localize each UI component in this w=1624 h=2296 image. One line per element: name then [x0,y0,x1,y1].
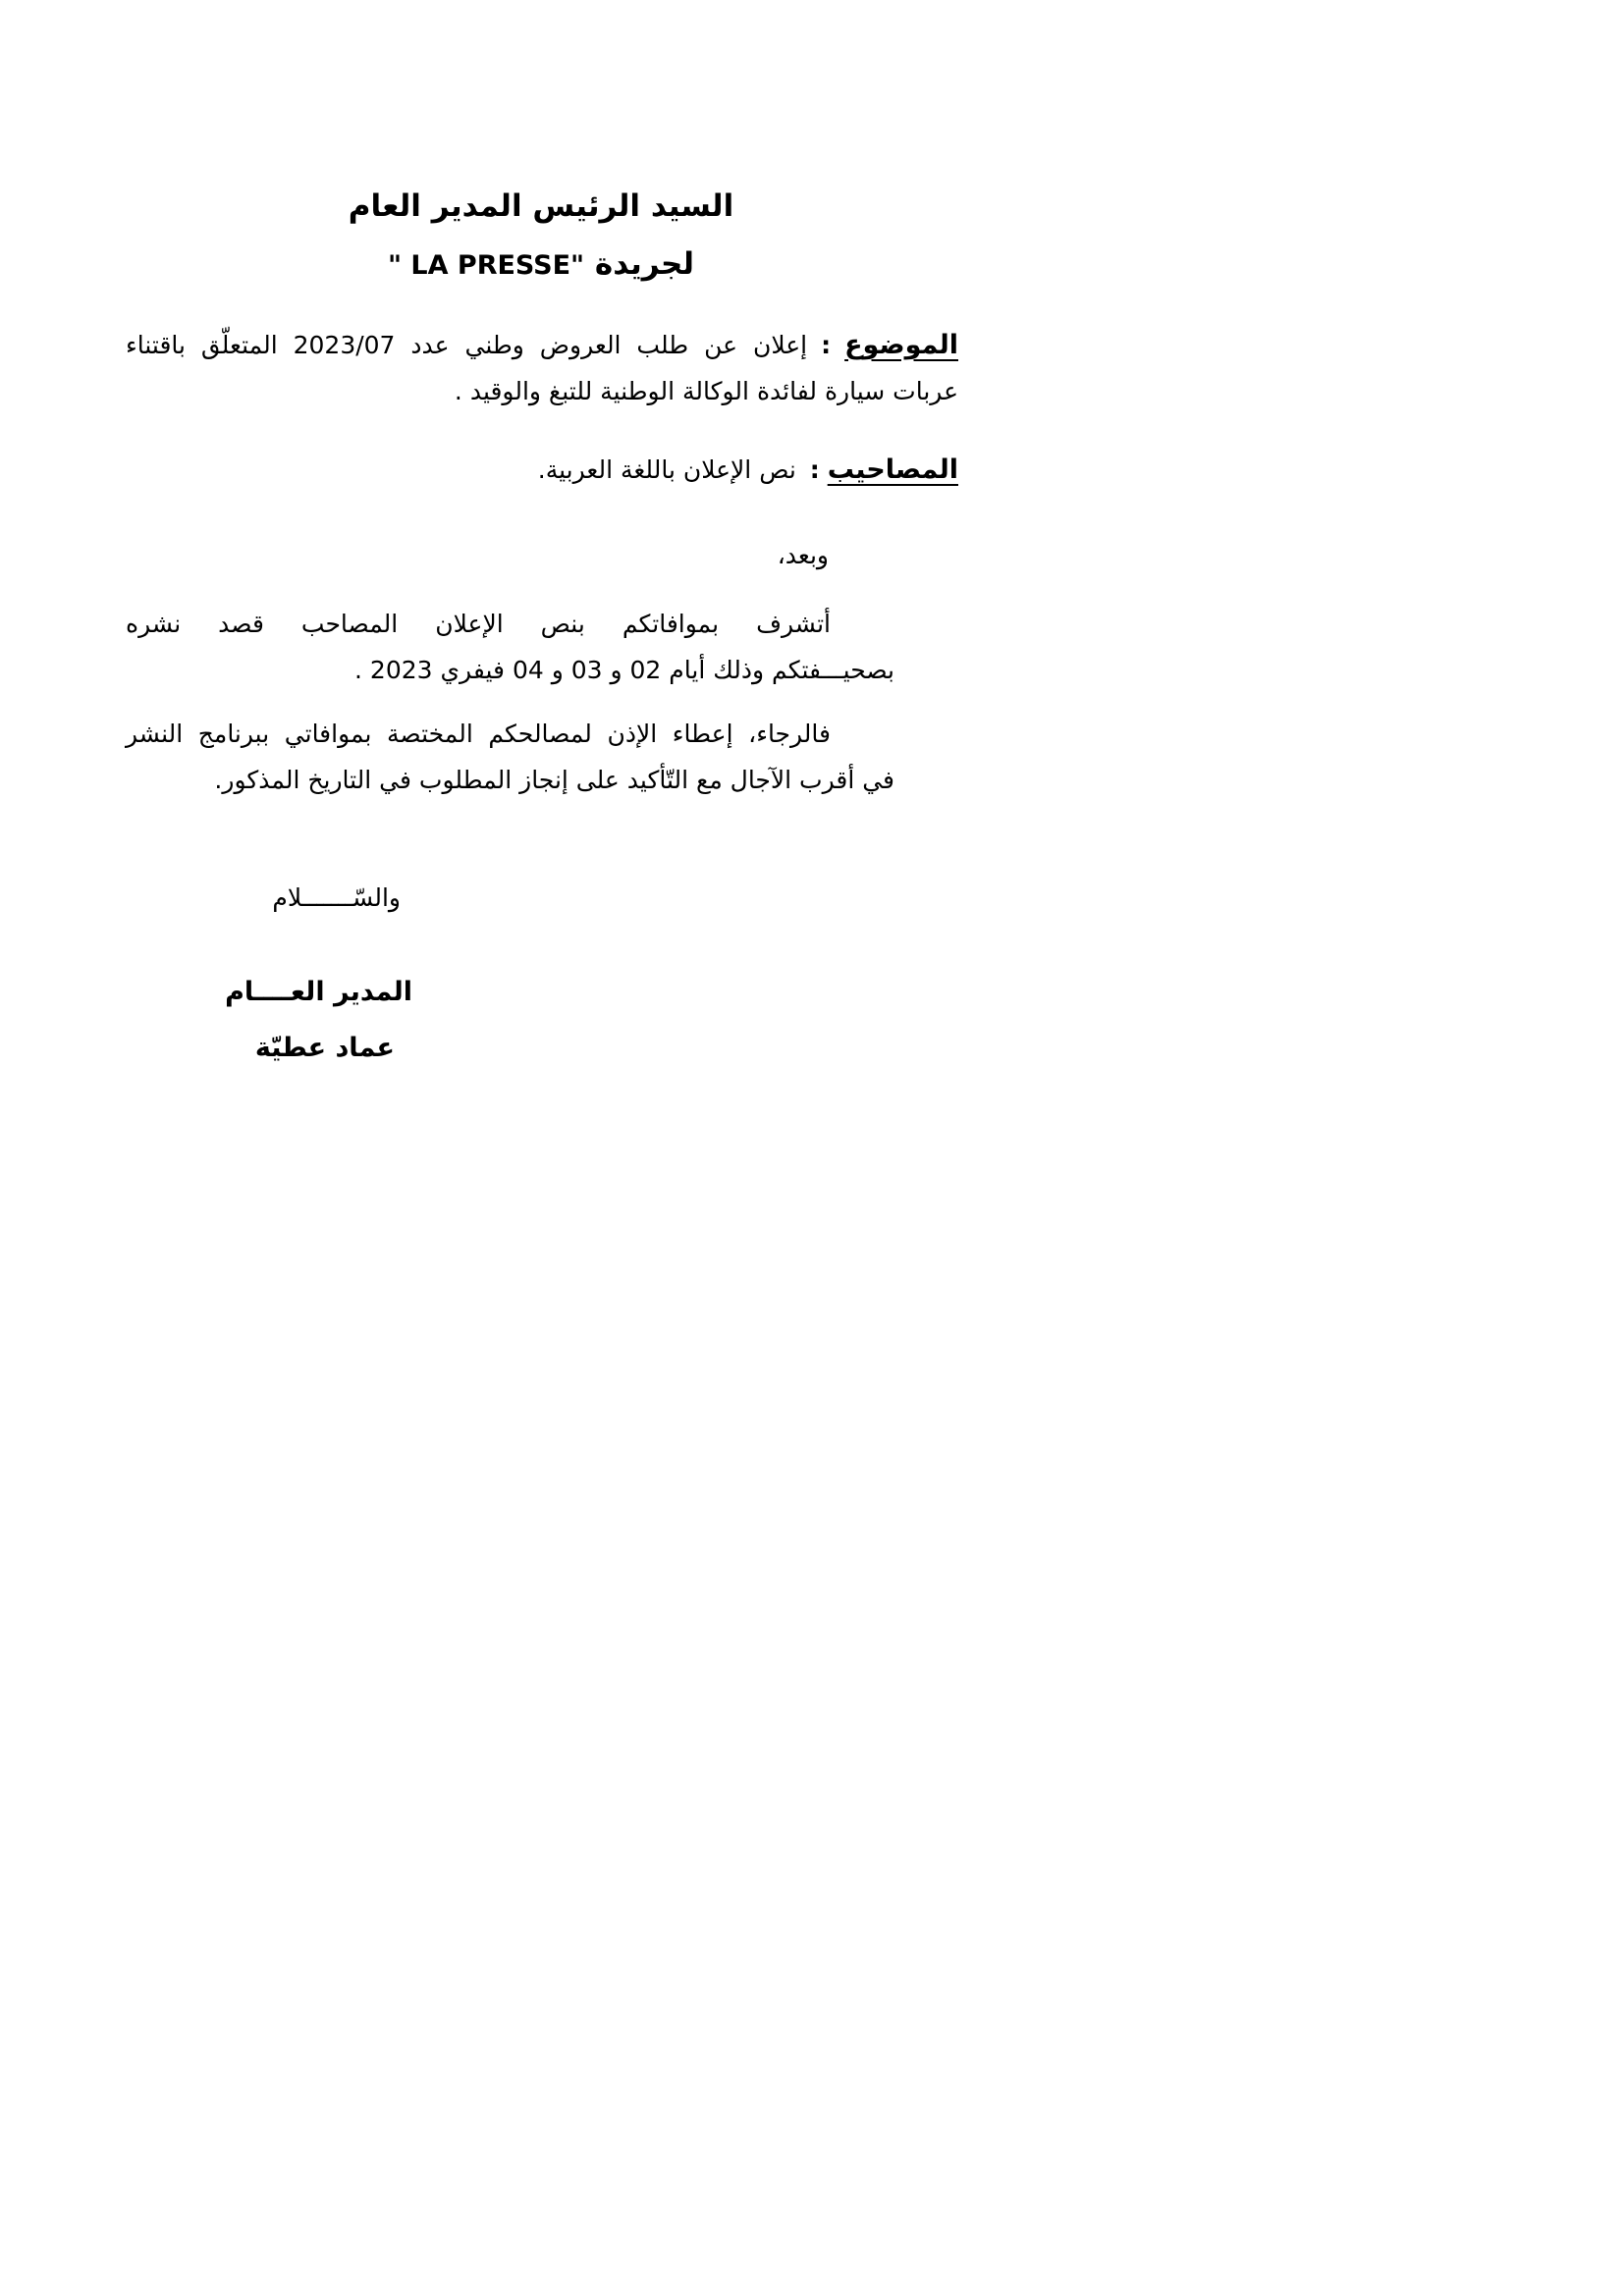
letter-page [0,0,1082,1530]
signatory-title: المدير العــــام [225,977,412,1007]
signatory-name: عماد عطيّة [254,1033,395,1063]
body-paragraph-2 [126,711,894,803]
closing-salutation: والسّـــــــلام [272,883,401,912]
body-paragraph-1-line-1: أتشرف بموافاتكم بنص الإعلان المصاحب قصد نشره [126,610,831,638]
subject-label: الموضوع [844,330,958,360]
newspaper-line [0,247,1082,281]
enclosure-text: نص الإعلان باللغة العربية. [537,455,796,484]
subject-paragraph [126,322,958,414]
subject-text: إعلان عن طلب العروض وطني عدد 2023/07 المتعلّق باقتناء عربات سيارة لفائدة الوكالة الوطنية للتبغ والوقيد . [126,331,958,405]
body-paragraph-1-line-2: بصحيـــفتكم وذلك أيام 02 و 03 و 04 فيفري 2023 . [354,656,894,684]
body-paragraph-1 [126,601,894,693]
body-paragraph-2-line-1: فالرجاء، إعطاء الإذن لمصالحكم المختصة بموافاتي ببرنامج النشر [126,720,831,748]
addressee-title: السيد الرئيس المدير العام [348,188,734,224]
newspaper-prefix: لجريدة [594,246,695,282]
enclosure-paragraph [126,447,958,493]
enclosure-colon: : [809,455,820,484]
newspaper-name: " LA PRESSE" [387,250,585,281]
body-paragraph-2-line-2: في أقرب الآجال مع التّأكيد على إنجاز المطلوب في التاريخ المذكور. [214,766,894,794]
enclosure-label: المصاحيب [827,454,958,485]
subject-colon: : [821,331,832,359]
greeting: وبعد، [777,541,829,569]
